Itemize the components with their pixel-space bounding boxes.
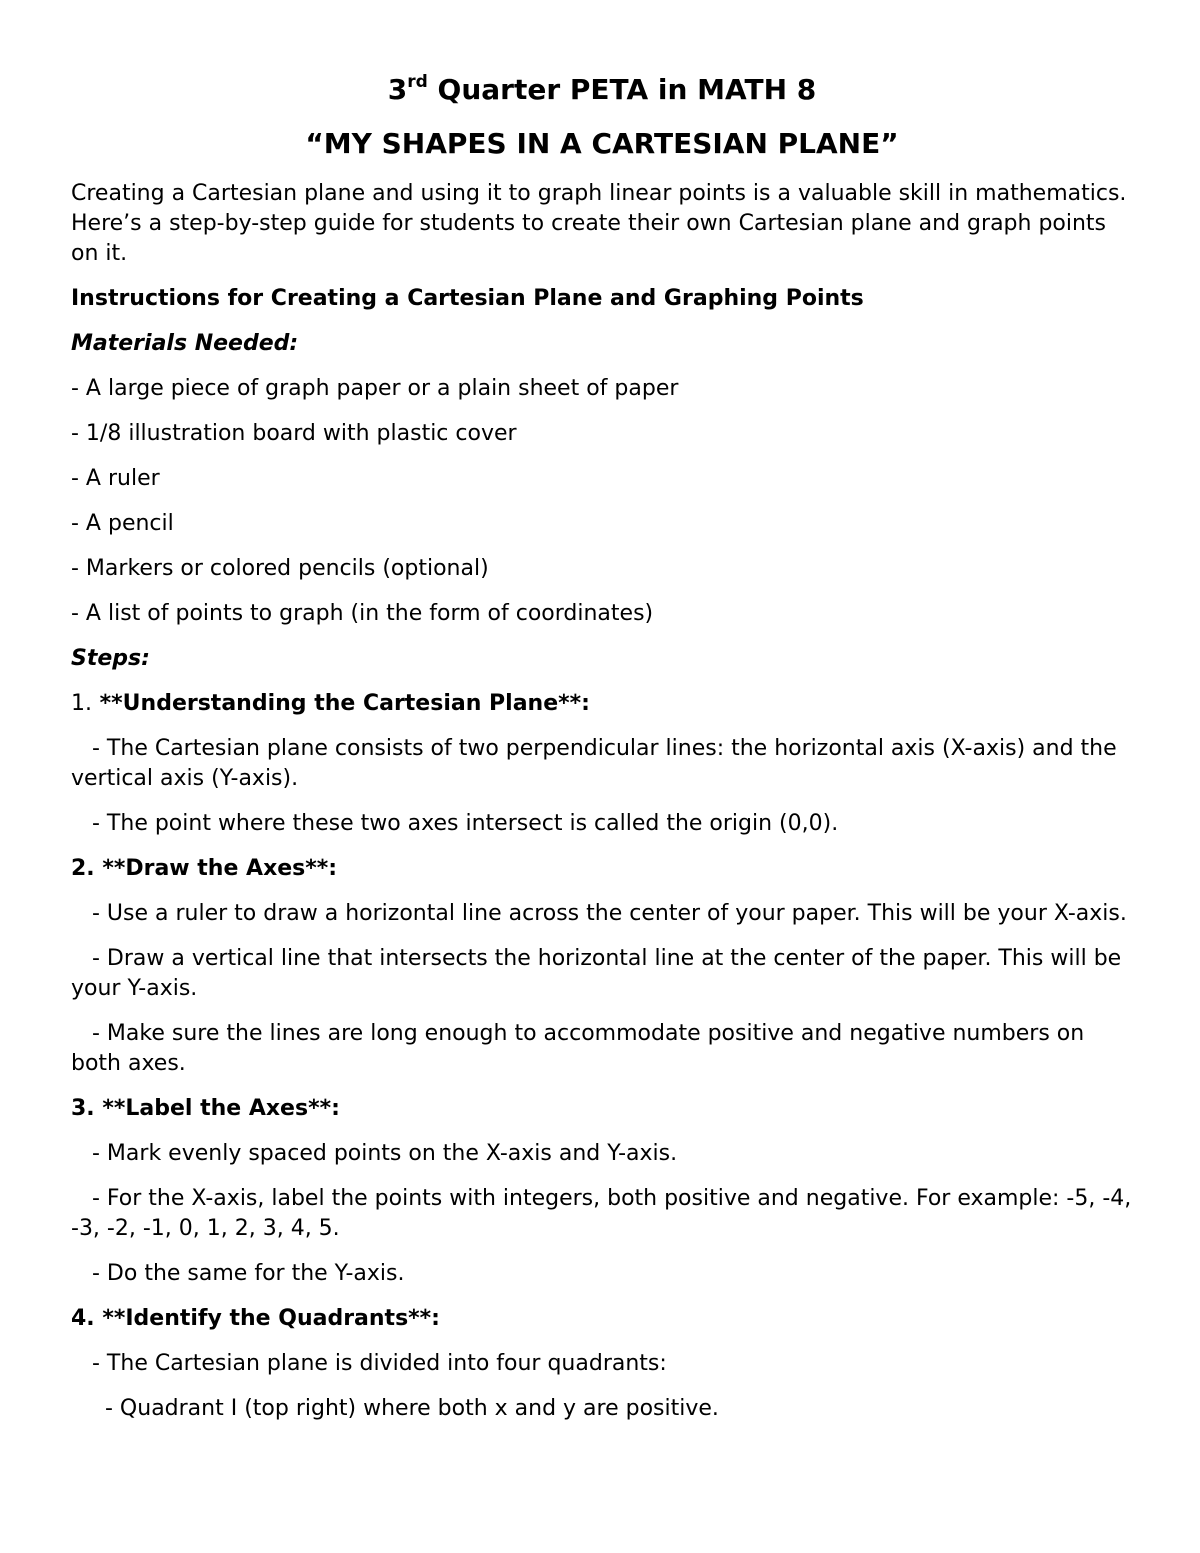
materials-item: - Markers or colored pencils (optional) [71,556,489,581]
document-title [71,70,1133,110]
materials-item: - A pencil [71,511,174,536]
step-line: - The Cartesian plane is divided into four quadrants: [92,1351,667,1376]
step-number: 2. [71,856,95,881]
step-number: 3. [71,1096,95,1121]
step-line: - Make sure the lines are long enough to accommodate positive and negative numbers on both axes. [71,1021,1085,1076]
step-line: - Use a ruler to draw a horizontal line across the center of your paper. This will be your X-axis. [92,901,1127,926]
materials-item: - A ruler [71,466,160,491]
title-rest: Quarter PETA in MATH 8 [427,73,817,106]
step-heading-4 [71,1304,1133,1334]
step-line: - The Cartesian plane consists of two perpendicular lines: the horizontal axis (X-axis) and the vertical axis (Y-axis). [71,736,1117,791]
step-line: - The point where these two axes intersect is called the origin (0,0). [92,811,839,836]
materials-item: - A large piece of graph paper or a plain sheet of paper [71,376,679,401]
step-number: 1. [71,691,92,716]
step-subline: - Quadrant I (top right) where both x and y are positive. [105,1396,719,1421]
title-superscript: rd [407,72,428,92]
materials-heading: Materials Needed: [71,331,299,356]
step-heading-2 [71,854,1133,884]
document-page [71,70,1133,1424]
intro-paragraph: Creating a Cartesian plane and using it to graph linear points is a valuable skill in mathematics. Here’s a step-by-step guide for students to create their own Cartesian plane and graph points on it. [71,181,1127,266]
step-line: - Draw a vertical line that intersects the horizontal line at the center of the paper. This will be your Y-axis. [71,946,1122,1001]
step-title: **Draw the Axes**: [94,856,338,881]
step-line: - For the X-axis, label the points with integers, both positive and negative. For example: -5, -4, -3, -2, -1, 0, 1, 2, 3, 4, 5. [71,1186,1132,1241]
step-line: - Mark evenly spaced points on the X-axis and Y-axis. [92,1141,678,1166]
materials-item: - A list of points to graph (in the form of coordinates) [71,601,654,626]
step-number: 4. [71,1306,95,1331]
title-prefix: 3 [387,73,408,106]
instructions-heading: Instructions for Creating a Cartesian Plane and Graphing Points [71,286,864,311]
step-title: **Identify the Quadrants**: [94,1306,440,1331]
step-heading-3 [71,1094,1133,1124]
step-title: **Label the Axes**: [94,1096,340,1121]
step-title: **Understanding the Cartesian Plane**: [92,691,590,716]
materials-item: - 1/8 illustration board with plastic cover [71,421,517,446]
steps-heading: Steps: [71,646,150,671]
document-subtitle: “MY SHAPES IN A CARTESIAN PLANE” [305,127,899,160]
step-line: - Do the same for the Y-axis. [92,1261,405,1286]
step-heading-1 [71,689,1133,719]
